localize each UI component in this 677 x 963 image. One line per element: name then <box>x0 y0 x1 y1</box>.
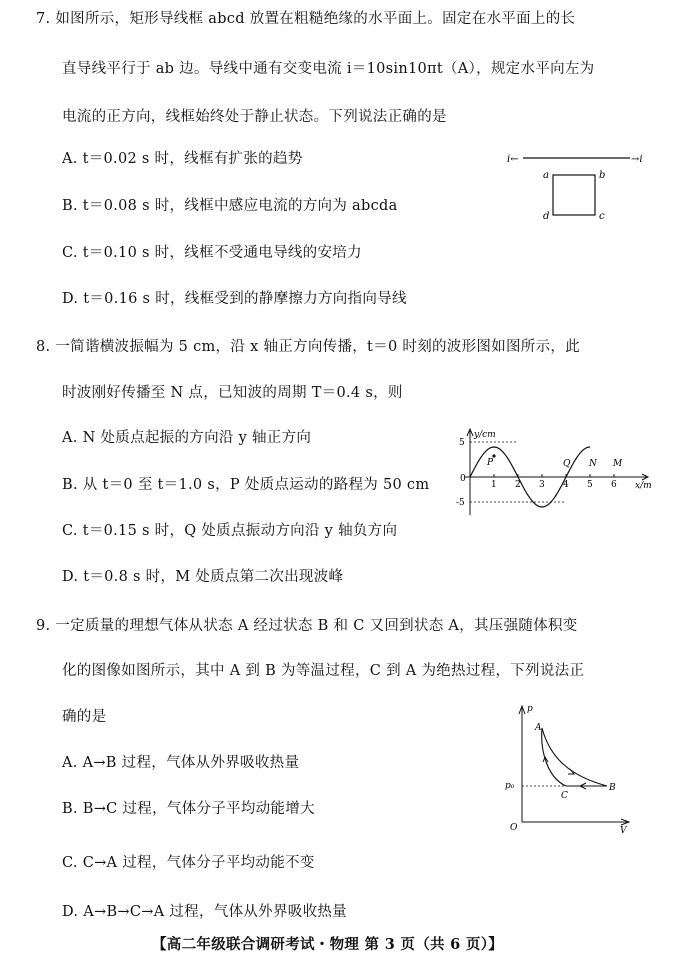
x-tick-label: 6 <box>611 480 617 490</box>
q8-option-c: C. t＝0.15 s 时，Q 处质点振动方向沿 y 轴负方向 <box>62 523 398 539</box>
q7-option-d: D. t＝0.16 s 时，线框受到的静摩擦力方向指向导线 <box>62 291 407 307</box>
q7-stem-line3: 电流的正方向，线框始终处于静止状态。下列说法正确的是 <box>62 109 447 125</box>
x-tick-label: 3 <box>539 480 545 490</box>
p0-label: p₀ <box>505 781 515 791</box>
corner-a: a <box>543 170 549 181</box>
current-left-label: i← <box>507 154 519 165</box>
y-axis-label: y/cm <box>474 430 496 440</box>
x-tick-label: 4 <box>563 480 569 490</box>
q8-option-a: A. N 处质点起振的方向沿 y 轴正方向 <box>62 430 312 446</box>
point-n-label: N <box>589 459 597 469</box>
corner-d: d <box>543 211 550 222</box>
origin-o-label: O <box>510 823 518 833</box>
page-footer: 【高二年级联合调研考试・物理 第 3 页（共 6 页）】 <box>152 936 504 953</box>
q7-wire-frame-figure <box>505 145 655 225</box>
p-axis-label: p <box>527 704 533 714</box>
q9-option-a: A. A→B 过程，气体从外界吸收热量 <box>62 755 300 771</box>
q8-option-b: B. 从 t＝0 至 t＝1.0 s，P 处质点运动的路程为 50 cm <box>62 477 430 493</box>
y-min-label: -5 <box>456 498 465 508</box>
q7-option-c: C. t＝0.10 s 时，线框不受通电导线的安培力 <box>62 245 362 261</box>
q9-option-b: B. B→C 过程，气体分子平均动能增大 <box>62 801 315 817</box>
q9-option-d: D. A→B→C→A 过程，气体从外界吸收热量 <box>62 904 347 920</box>
state-a-label: A <box>535 723 542 733</box>
q9-stem-line3: 确的是 <box>62 709 107 725</box>
ab-isotherm-curve <box>542 728 607 786</box>
corner-c: c <box>599 211 605 222</box>
x-axis-label: x/m <box>635 481 652 491</box>
current-right-label: →i <box>631 154 643 165</box>
q9-stem-line2: 化的图像如图所示，其中 A 到 B 为等温过程，C 到 A 为绝热过程，下列说法正 <box>62 663 585 679</box>
x-tick-label: 1 <box>491 480 497 490</box>
x-tick-label: 5 <box>587 480 593 490</box>
rectangular-loop <box>553 175 595 215</box>
x-tick-group <box>491 474 617 490</box>
point-q-label: Q <box>563 459 571 469</box>
q9-stem-line1: 9. 一定质量的理想气体从状态 A 经过状态 B 和 C 又回到状态 A，其压强随体积变 <box>36 618 578 634</box>
q7-option-a: A. t＝0.02 s 时，线框有扩张的趋势 <box>62 151 303 167</box>
state-c-label: C <box>561 791 568 801</box>
corner-b: b <box>599 170 606 181</box>
point-p-label: P <box>487 458 494 468</box>
point-m-label: M <box>613 459 623 469</box>
q7-option-b: B. t＝0.08 s 时，线框中感应电流的方向为 abcda <box>62 198 398 214</box>
q8-stem-line1: 8. 一简谐横波振幅为 5 cm，沿 x 轴正方向传播，t＝0 时刻的波形图如图所示，此 <box>36 339 581 355</box>
y-max-label: 5 <box>459 438 465 448</box>
q7-stem-line1: 7. 如图所示，矩形导线框 abcd 放置在粗糙绝缘的水平面上。固定在水平面上的长 <box>36 11 576 27</box>
origin-label: 0 <box>460 474 466 484</box>
q8-option-d: D. t＝0.8 s 时，M 处质点第二次出现波峰 <box>62 569 344 585</box>
q7-stem-line2: 直导线平行于 ab 边。导线中通有交变电流 i＝10sin10πt（A），规定水平向左为 <box>62 61 595 77</box>
q9-pv-diagram <box>500 700 635 835</box>
state-b-label: B <box>609 783 616 793</box>
v-axis-label: V <box>620 826 627 835</box>
q8-wave-figure <box>455 425 660 517</box>
q8-stem-line2: 时波刚好传播至 N 点，已知波的周期 T＝0.4 s，则 <box>62 385 403 401</box>
x-tick-label: 2 <box>515 480 521 490</box>
q9-option-c: C. C→A 过程，气体分子平均动能不变 <box>62 855 315 871</box>
